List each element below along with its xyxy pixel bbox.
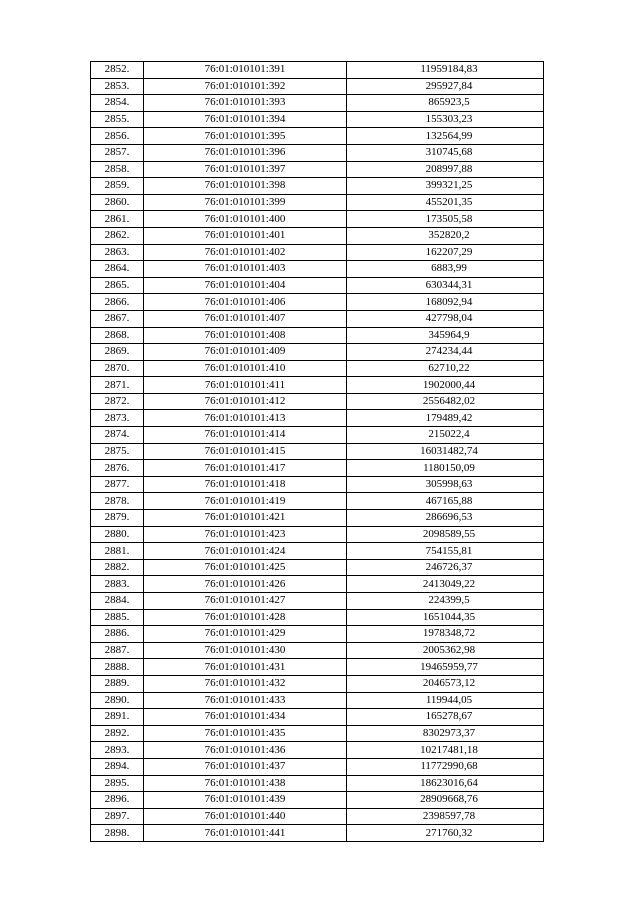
table-row [91, 360, 544, 377]
cadastral-number-cell: 76:01:010101:433 [144, 692, 347, 709]
cadastral-number-cell: 76:01:010101:425 [144, 559, 347, 576]
cadastral-number-cell: 76:01:010101:401 [144, 227, 347, 244]
cadastral-number-cell: 76:01:010101:436 [144, 742, 347, 759]
row-number-cell: 2882. [91, 559, 144, 576]
value-cell: 18623016,64 [347, 775, 544, 792]
table-row [91, 808, 544, 825]
table-row [91, 775, 544, 792]
cadastral-number-cell: 76:01:010101:438 [144, 775, 347, 792]
value-cell: 295927,84 [347, 78, 544, 95]
table-row [91, 227, 544, 244]
value-cell: 168092,94 [347, 294, 544, 311]
table-row [91, 709, 544, 726]
row-number-cell: 2872. [91, 393, 144, 410]
row-number-cell: 2862. [91, 227, 144, 244]
value-cell: 1902000,44 [347, 377, 544, 394]
table-row [91, 277, 544, 294]
value-cell: 2413049,22 [347, 576, 544, 593]
cadastral-number-cell: 76:01:010101:428 [144, 609, 347, 626]
cadastral-number-cell: 76:01:010101:430 [144, 642, 347, 659]
row-number-cell: 2890. [91, 692, 144, 709]
cadastral-number-cell: 76:01:010101:440 [144, 808, 347, 825]
row-number-cell: 2893. [91, 742, 144, 759]
table-row [91, 95, 544, 112]
cadastral-number-cell: 76:01:010101:399 [144, 194, 347, 211]
cadastral-number-cell: 76:01:010101:408 [144, 327, 347, 344]
value-cell: 10217481,18 [347, 742, 544, 759]
cadastral-number-cell: 76:01:010101:427 [144, 593, 347, 610]
row-number-cell: 2873. [91, 410, 144, 427]
table-row [91, 642, 544, 659]
value-cell: 28909668,76 [347, 792, 544, 809]
value-cell: 132564,99 [347, 128, 544, 145]
table-row [91, 194, 544, 211]
value-cell: 11959184,83 [347, 62, 544, 79]
cadastral-number-cell: 76:01:010101:424 [144, 543, 347, 560]
table-row [91, 128, 544, 145]
value-cell: 8302973,37 [347, 725, 544, 742]
row-number-cell: 2869. [91, 344, 144, 361]
row-number-cell: 2880. [91, 526, 144, 543]
row-number-cell: 2898. [91, 825, 144, 842]
cadastral-number-cell: 76:01:010101:391 [144, 62, 347, 79]
row-number-cell: 2860. [91, 194, 144, 211]
row-number-cell: 2884. [91, 593, 144, 610]
cadastral-number-cell: 76:01:010101:402 [144, 244, 347, 261]
value-cell: 208997,88 [347, 161, 544, 178]
row-number-cell: 2881. [91, 543, 144, 560]
table-row [91, 410, 544, 427]
table-row [91, 593, 544, 610]
cadastral-number-cell: 76:01:010101:396 [144, 144, 347, 161]
row-number-cell: 2878. [91, 493, 144, 510]
cadastral-number-cell: 76:01:010101:413 [144, 410, 347, 427]
row-number-cell: 2897. [91, 808, 144, 825]
row-number-cell: 2864. [91, 261, 144, 278]
cadastral-number-cell: 76:01:010101:432 [144, 675, 347, 692]
cadastral-number-cell: 76:01:010101:415 [144, 443, 347, 460]
table-row [91, 609, 544, 626]
table-row [91, 294, 544, 311]
value-cell: 2098589,55 [347, 526, 544, 543]
row-number-cell: 2876. [91, 460, 144, 477]
row-number-cell: 2874. [91, 427, 144, 444]
cadastral-number-cell: 76:01:010101:398 [144, 178, 347, 195]
row-number-cell: 2863. [91, 244, 144, 261]
table-row [91, 692, 544, 709]
cadastral-number-cell: 76:01:010101:406 [144, 294, 347, 311]
row-number-cell: 2887. [91, 642, 144, 659]
cadastral-number-cell: 76:01:010101:395 [144, 128, 347, 145]
value-cell: 6883,99 [347, 261, 544, 278]
table-row [91, 178, 544, 195]
table-row [91, 626, 544, 643]
cadastral-number-cell: 76:01:010101:409 [144, 344, 347, 361]
cadastral-number-cell: 76:01:010101:411 [144, 377, 347, 394]
table-row [91, 261, 544, 278]
value-cell: 165278,67 [347, 709, 544, 726]
table-row [91, 476, 544, 493]
table-row [91, 344, 544, 361]
row-number-cell: 2896. [91, 792, 144, 809]
cadastral-number-cell: 76:01:010101:429 [144, 626, 347, 643]
value-cell: 399321,25 [347, 178, 544, 195]
cadastral-number-cell: 76:01:010101:414 [144, 427, 347, 444]
table-row [91, 725, 544, 742]
cadastral-number-cell: 76:01:010101:410 [144, 360, 347, 377]
row-number-cell: 2895. [91, 775, 144, 792]
value-cell: 1978348,72 [347, 626, 544, 643]
cadastral-number-cell: 76:01:010101:412 [144, 393, 347, 410]
table-row [91, 427, 544, 444]
table-row [91, 493, 544, 510]
value-cell: 179489,42 [347, 410, 544, 427]
row-number-cell: 2889. [91, 675, 144, 692]
row-number-cell: 2875. [91, 443, 144, 460]
table-row [91, 377, 544, 394]
table-row [91, 526, 544, 543]
row-number-cell: 2894. [91, 758, 144, 775]
value-cell: 62710,22 [347, 360, 544, 377]
row-number-cell: 2852. [91, 62, 144, 79]
table-row [91, 825, 544, 842]
value-cell: 754155,81 [347, 543, 544, 560]
value-cell: 427798,04 [347, 310, 544, 327]
row-number-cell: 2866. [91, 294, 144, 311]
table-row [91, 675, 544, 692]
value-cell: 224399,5 [347, 593, 544, 610]
table-row [91, 543, 544, 560]
table-row [91, 144, 544, 161]
value-cell: 345964,9 [347, 327, 544, 344]
cadastral-number-cell: 76:01:010101:397 [144, 161, 347, 178]
value-cell: 155303,23 [347, 111, 544, 128]
table-row [91, 310, 544, 327]
row-number-cell: 2886. [91, 626, 144, 643]
cadastral-number-cell: 76:01:010101:421 [144, 510, 347, 527]
table-row [91, 460, 544, 477]
cadastral-number-cell: 76:01:010101:426 [144, 576, 347, 593]
row-number-cell: 2888. [91, 659, 144, 676]
table-row [91, 742, 544, 759]
row-number-cell: 2854. [91, 95, 144, 112]
table-row [91, 78, 544, 95]
cadastral-number-cell: 76:01:010101:400 [144, 211, 347, 228]
cadastral-number-cell: 76:01:010101:404 [144, 277, 347, 294]
value-cell: 2005362,98 [347, 642, 544, 659]
row-number-cell: 2885. [91, 609, 144, 626]
cadastral-number-cell: 76:01:010101:439 [144, 792, 347, 809]
value-cell: 19465959,77 [347, 659, 544, 676]
value-cell: 2046573,12 [347, 675, 544, 692]
row-number-cell: 2855. [91, 111, 144, 128]
value-cell: 467165,88 [347, 493, 544, 510]
table-row [91, 510, 544, 527]
row-number-cell: 2871. [91, 377, 144, 394]
row-number-cell: 2879. [91, 510, 144, 527]
cadastral-number-cell: 76:01:010101:407 [144, 310, 347, 327]
row-number-cell: 2891. [91, 709, 144, 726]
table-row [91, 792, 544, 809]
table-row [91, 659, 544, 676]
table-row [91, 244, 544, 261]
row-number-cell: 2870. [91, 360, 144, 377]
row-number-cell: 2892. [91, 725, 144, 742]
value-cell: 455201,35 [347, 194, 544, 211]
table-row [91, 559, 544, 576]
value-cell: 352820,2 [347, 227, 544, 244]
value-cell: 173505,58 [347, 211, 544, 228]
cadastral-number-cell: 76:01:010101:394 [144, 111, 347, 128]
table-row [91, 62, 544, 79]
cadastral-number-cell: 76:01:010101:434 [144, 709, 347, 726]
row-number-cell: 2868. [91, 327, 144, 344]
cadastral-number-cell: 76:01:010101:393 [144, 95, 347, 112]
cadastral-number-cell: 76:01:010101:435 [144, 725, 347, 742]
cadastral-number-cell: 76:01:010101:423 [144, 526, 347, 543]
table-row [91, 161, 544, 178]
row-number-cell: 2865. [91, 277, 144, 294]
row-number-cell: 2858. [91, 161, 144, 178]
value-cell: 162207,29 [347, 244, 544, 261]
cadastral-number-cell: 76:01:010101:437 [144, 758, 347, 775]
table-body [91, 62, 544, 842]
value-cell: 119944,05 [347, 692, 544, 709]
value-cell: 246726,37 [347, 559, 544, 576]
table-row [91, 111, 544, 128]
value-cell: 2556482,02 [347, 393, 544, 410]
row-number-cell: 2856. [91, 128, 144, 145]
cadastral-number-cell: 76:01:010101:392 [144, 78, 347, 95]
cadastral-number-cell: 76:01:010101:418 [144, 476, 347, 493]
table-row [91, 393, 544, 410]
value-cell: 1651044,35 [347, 609, 544, 626]
table-row [91, 327, 544, 344]
cadastral-number-cell: 76:01:010101:403 [144, 261, 347, 278]
table-row [91, 443, 544, 460]
row-number-cell: 2883. [91, 576, 144, 593]
table-row [91, 758, 544, 775]
value-cell: 274234,44 [347, 344, 544, 361]
cadastral-number-cell: 76:01:010101:417 [144, 460, 347, 477]
row-number-cell: 2859. [91, 178, 144, 195]
value-cell: 310745,68 [347, 144, 544, 161]
value-cell: 305998,63 [347, 476, 544, 493]
row-number-cell: 2867. [91, 310, 144, 327]
row-number-cell: 2877. [91, 476, 144, 493]
value-cell: 16031482,74 [347, 443, 544, 460]
value-cell: 1180150,09 [347, 460, 544, 477]
row-number-cell: 2861. [91, 211, 144, 228]
value-cell: 2398597,78 [347, 808, 544, 825]
cadastral-value-table [90, 61, 544, 842]
value-cell: 286696,53 [347, 510, 544, 527]
table-row [91, 576, 544, 593]
cadastral-number-cell: 76:01:010101:431 [144, 659, 347, 676]
cadastral-number-cell: 76:01:010101:441 [144, 825, 347, 842]
value-cell: 630344,31 [347, 277, 544, 294]
cadastral-number-cell: 76:01:010101:419 [144, 493, 347, 510]
table-row [91, 211, 544, 228]
value-cell: 215022,4 [347, 427, 544, 444]
value-cell: 271760,32 [347, 825, 544, 842]
value-cell: 865923,5 [347, 95, 544, 112]
row-number-cell: 2857. [91, 144, 144, 161]
row-number-cell: 2853. [91, 78, 144, 95]
value-cell: 11772990,68 [347, 758, 544, 775]
